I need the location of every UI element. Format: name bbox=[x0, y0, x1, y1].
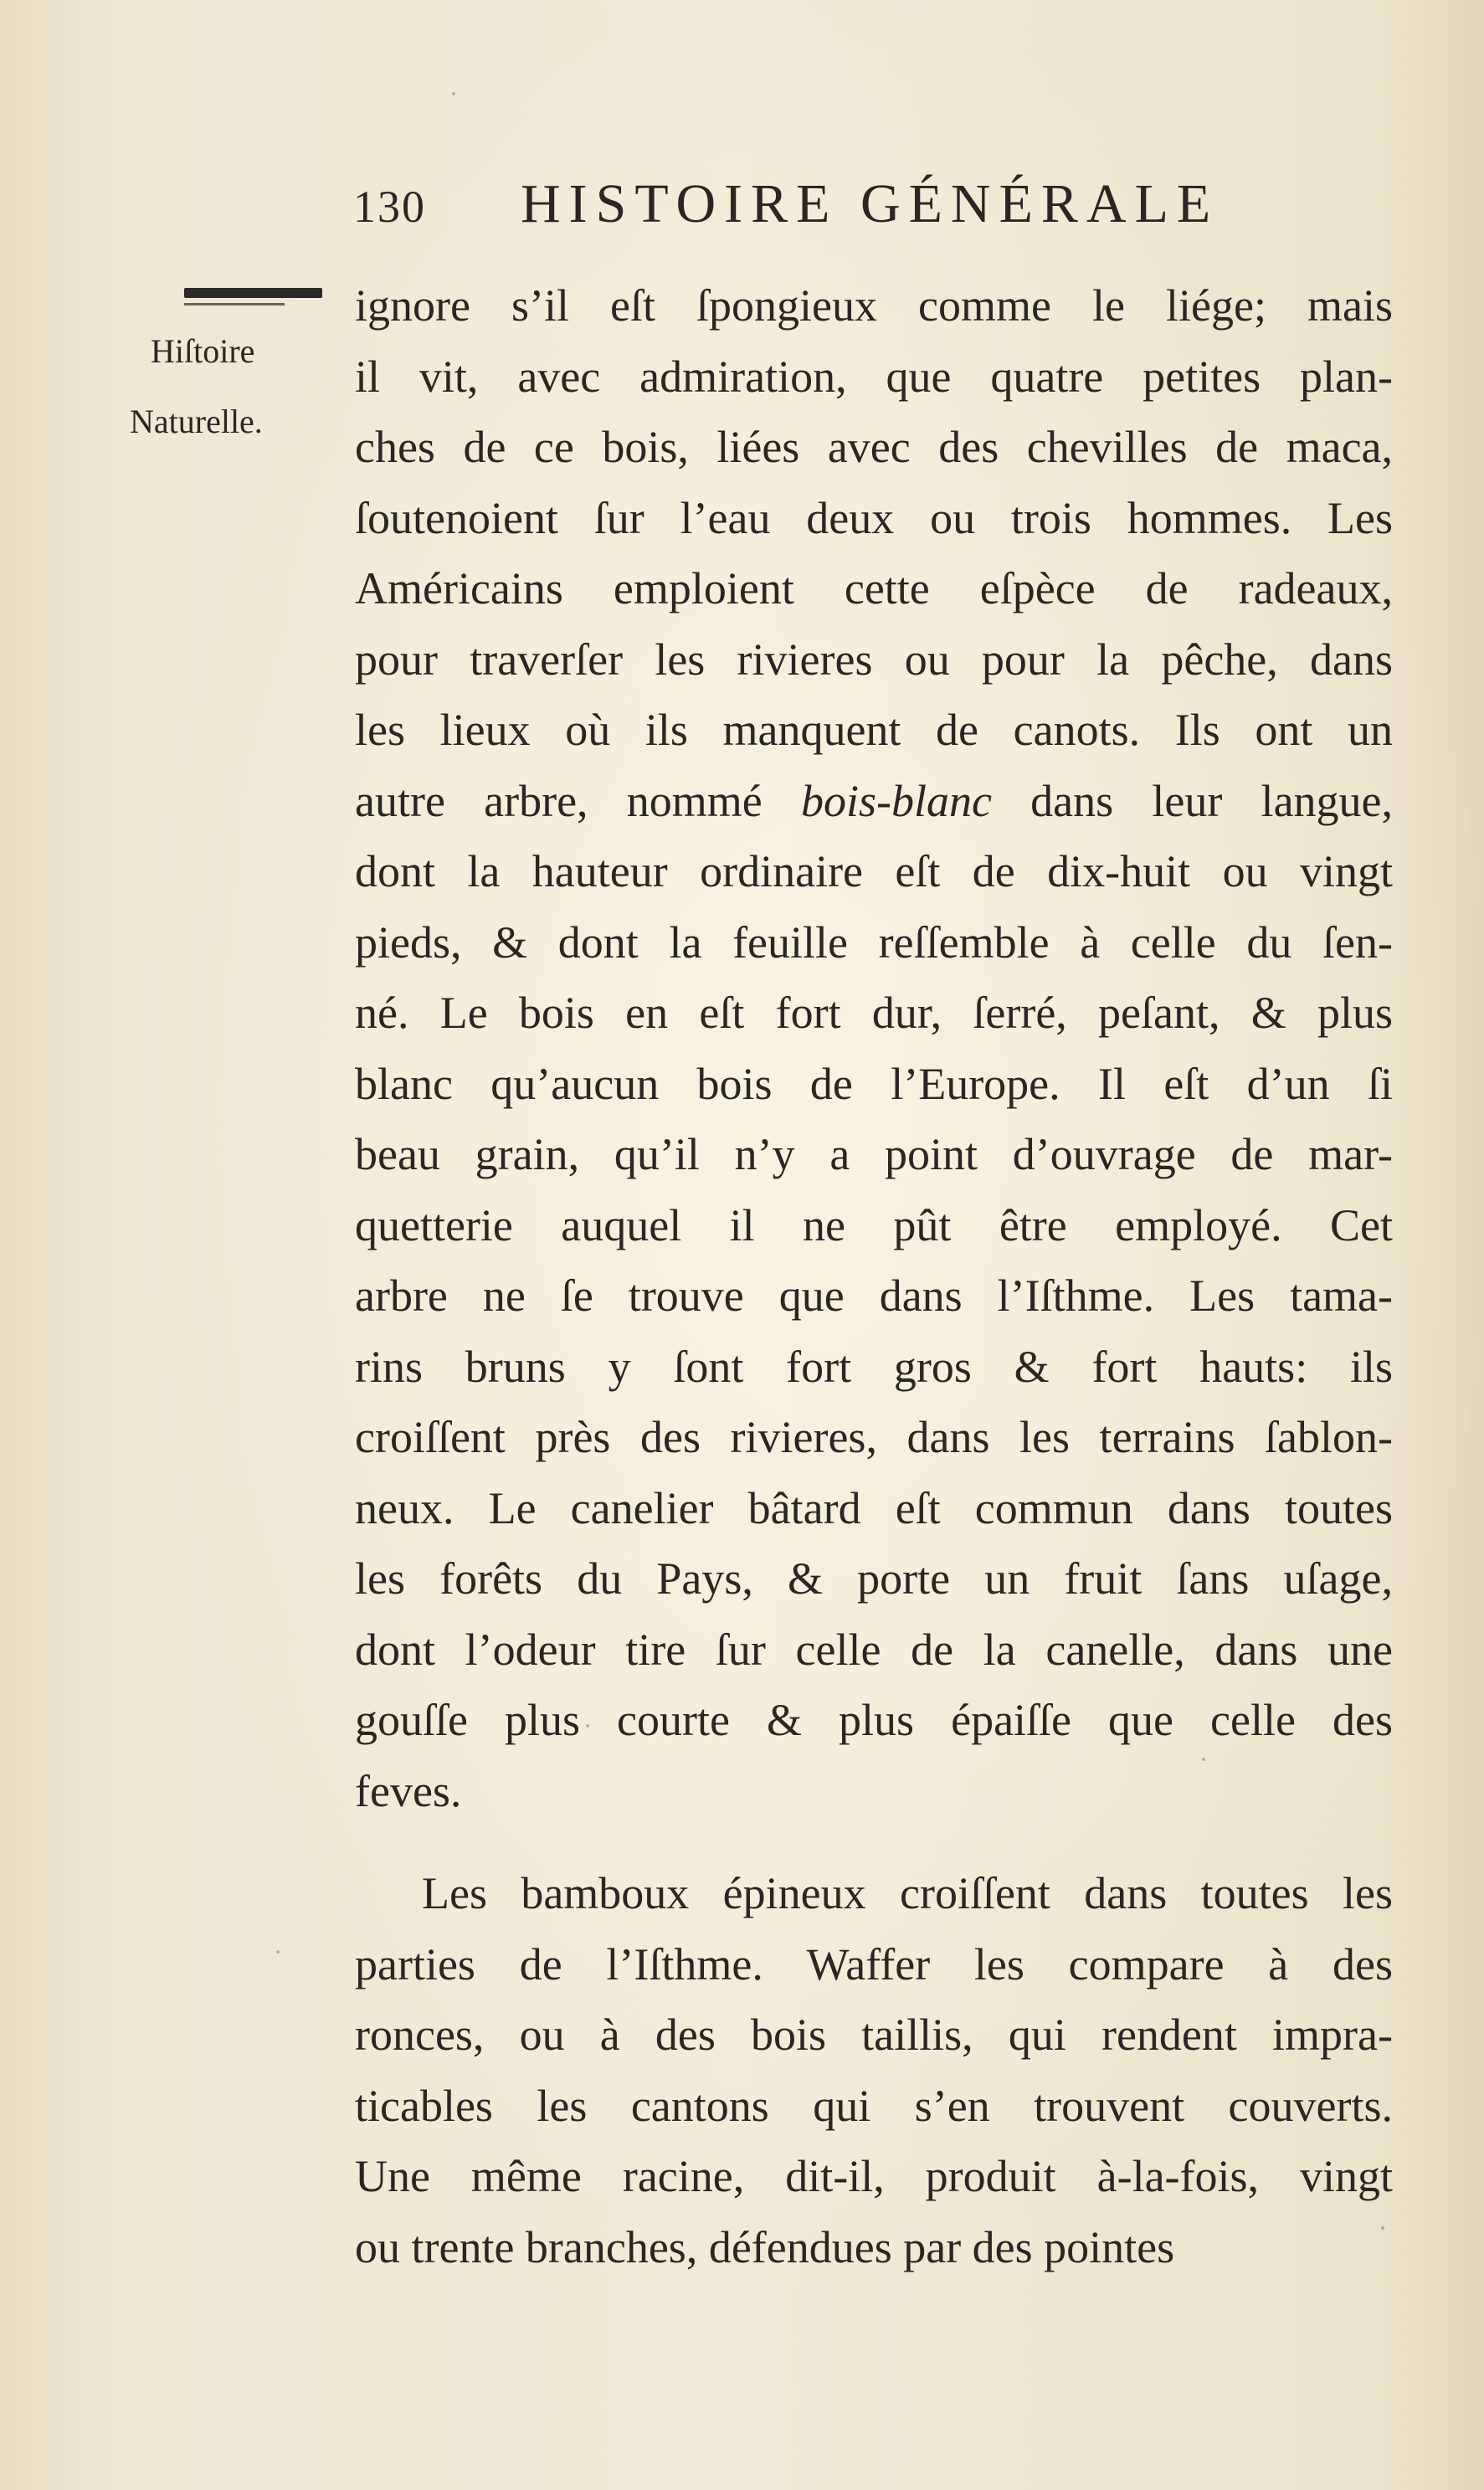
paper-speck bbox=[276, 1950, 280, 1953]
paper-speck bbox=[452, 92, 455, 95]
margin-ornament-rule bbox=[184, 288, 322, 298]
text-line: quetterie auquel il ne pût être employé. Cet bbox=[355, 1199, 1393, 1250]
text-line: dont l’odeur tire ſur celle de la canelle, dans une bbox=[355, 1624, 1393, 1675]
text-line: né. Le bois en eſt fort dur, ſerré, peſant, & plus bbox=[355, 988, 1393, 1038]
text-line: les forêts du Pays, & porte un fruit ſans uſage, bbox=[355, 1553, 1393, 1604]
text-line: les lieux où ils manquent de canots. Ils ont un bbox=[355, 705, 1393, 755]
italic-term: bois-blanc bbox=[800, 775, 992, 826]
running-head: HISTOIRE GÉNÉRALE bbox=[521, 173, 1220, 234]
paper-speck bbox=[1381, 2226, 1384, 2230]
text-line: ticables les cantons qui s’en trouvent couverts. bbox=[355, 2080, 1393, 2131]
text-line bbox=[355, 772, 1393, 830]
text-segment: autre arbre, nommé bbox=[355, 775, 801, 826]
text-line: rins bruns y ſont fort gros & fort hauts: ils bbox=[355, 1341, 1393, 1392]
text-line: arbre ne ſe trouve que dans l’Iſthme. Les tama- bbox=[355, 1271, 1393, 1321]
text-line: blanc qu’aucun bois de l’Europe. Il eſt d’un ſi bbox=[355, 1058, 1393, 1109]
margin-note-line-1: Hiſtoire bbox=[151, 332, 255, 370]
text-line: ignore s’il eſt ſpongieux comme le liége; mais bbox=[355, 280, 1393, 331]
text-line: pieds, & dont la feuille reſſemble à celle du ſen- bbox=[355, 916, 1393, 968]
text-line: parties de l’Iſthme. Waffer les compare à des bbox=[355, 1938, 1393, 1989]
text-line: ches de ce bois, liées avec des chevilles de maca, bbox=[355, 422, 1393, 472]
text-line: il vit, avec admiration, que quatre petites plan- bbox=[355, 351, 1393, 402]
text-segment: dans leur langue, bbox=[991, 775, 1393, 826]
text-line: dont la hauteur ordinaire eſt de dix-huit ou vingt bbox=[355, 846, 1393, 896]
text-line: ronces, ou à des bois taillis, qui rendent impra- bbox=[355, 2010, 1393, 2061]
text-line: croiſſent près des rivieres, dans les terrains ſablon- bbox=[355, 1412, 1393, 1462]
text-line: beau grain, qu’il n’y a point d’ouvrage de mar- bbox=[355, 1129, 1393, 1179]
page-number: 130 bbox=[353, 182, 426, 232]
text-line: ſoutenoient ſur l’eau deux ou trois hommes. Les bbox=[355, 492, 1393, 543]
page-header bbox=[353, 172, 1257, 239]
paper-speck bbox=[1202, 1758, 1205, 1761]
text-line: Américains emploient cette eſpèce de radeaux, bbox=[355, 563, 1393, 614]
margin-note-line-2: Naturelle. bbox=[130, 403, 263, 440]
paper-speck bbox=[586, 1724, 589, 1728]
text-line: pour traverſer les rivieres ou pour la pêche, dans bbox=[355, 634, 1393, 685]
text-line: gouſſe plus courte & plus épaiſſe que celle des bbox=[355, 1695, 1393, 1745]
text-line: Une même racine, dit-il, produit à-la-fois, vingt bbox=[355, 2151, 1393, 2202]
text-line: neux. Le canelier bâtard eſt commun dans toutes bbox=[355, 1482, 1393, 1533]
text-line: ou trente branches, défendues par des pointes bbox=[355, 2221, 1175, 2272]
text-line: feves. bbox=[355, 1765, 462, 1816]
text-line: Les bamboux épineux croiſſent dans toutes les bbox=[422, 1868, 1393, 1919]
